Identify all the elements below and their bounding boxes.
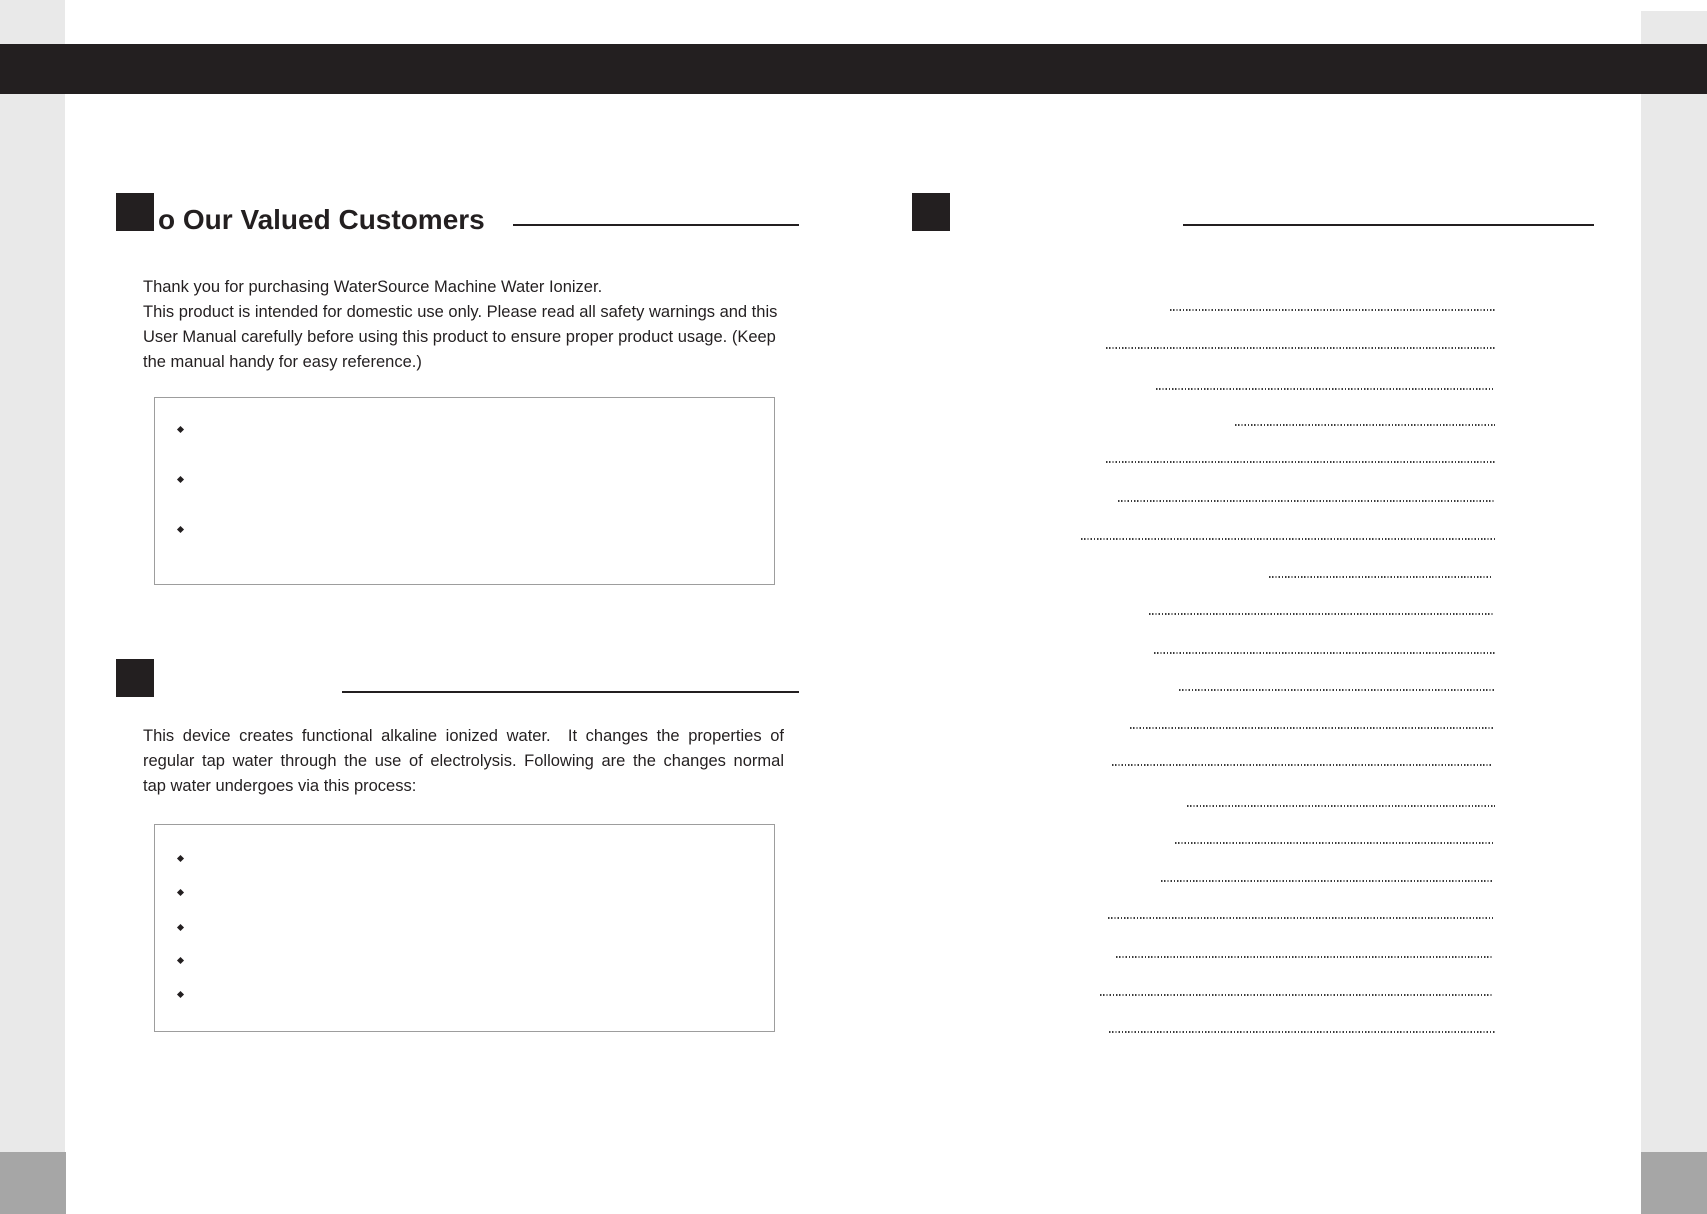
contents-leader [1130,727,1495,729]
contents-leader [1156,388,1493,390]
welcome-intro-line: the manual handy for easy reference.) [143,353,422,371]
welcome-notice-box [154,397,775,585]
process-heading-rule [342,691,799,693]
welcome-intro-line: This product is intended for domestic use only. Please read all safety warnings and this [143,303,778,321]
contents-leader [1269,576,1492,578]
section-marker-welcome [116,193,154,231]
header-bar [0,44,1707,94]
contents-leader [1116,956,1493,958]
contents-leader [1170,309,1495,311]
contents-leader [1081,538,1495,540]
contents-leader [1179,689,1495,691]
left-footer-block [0,1152,66,1214]
contents-leader [1106,461,1495,463]
welcome-intro-line: Thank you for purchasing WaterSource Machine Water Ionizer. [143,278,603,296]
section-marker-contents [912,193,950,231]
section-marker-process [116,659,154,697]
process-intro-paragraph [143,724,784,799]
welcome-heading: o Our Valued Customers [158,204,485,235]
contents-leader [1108,917,1493,919]
process-intro-line: tap water undergoes via this process: [143,777,417,795]
right-footer-block [1641,1152,1707,1214]
process-changes-box [154,824,775,1032]
contents-leader [1109,1031,1495,1033]
contents-leader [1112,764,1492,766]
contents-leader [1118,500,1495,502]
contents-leader [1106,347,1495,349]
contents-leader [1187,805,1495,807]
process-intro-line: This device creates functional alkaline ionized water. It changes the properties of [143,727,784,745]
process-intro-line: regular tap water through the use of electrolysis. Following are the changes normal [143,752,784,770]
contents-leader [1149,613,1494,615]
left-page-margin [0,0,65,1152]
contents-leader [1175,842,1495,844]
welcome-intro-line: User Manual carefully before using this product to ensure proper product usage. (Keep [143,328,776,346]
welcome-heading-rule [513,224,799,226]
right-page-margin [1641,11,1707,1152]
welcome-intro-paragraph [143,275,783,375]
contents-heading-rule [1183,224,1594,226]
contents-leader [1161,880,1494,882]
contents-leader [1154,652,1495,654]
contents-leader [1235,424,1495,426]
contents-leader [1100,994,1493,996]
